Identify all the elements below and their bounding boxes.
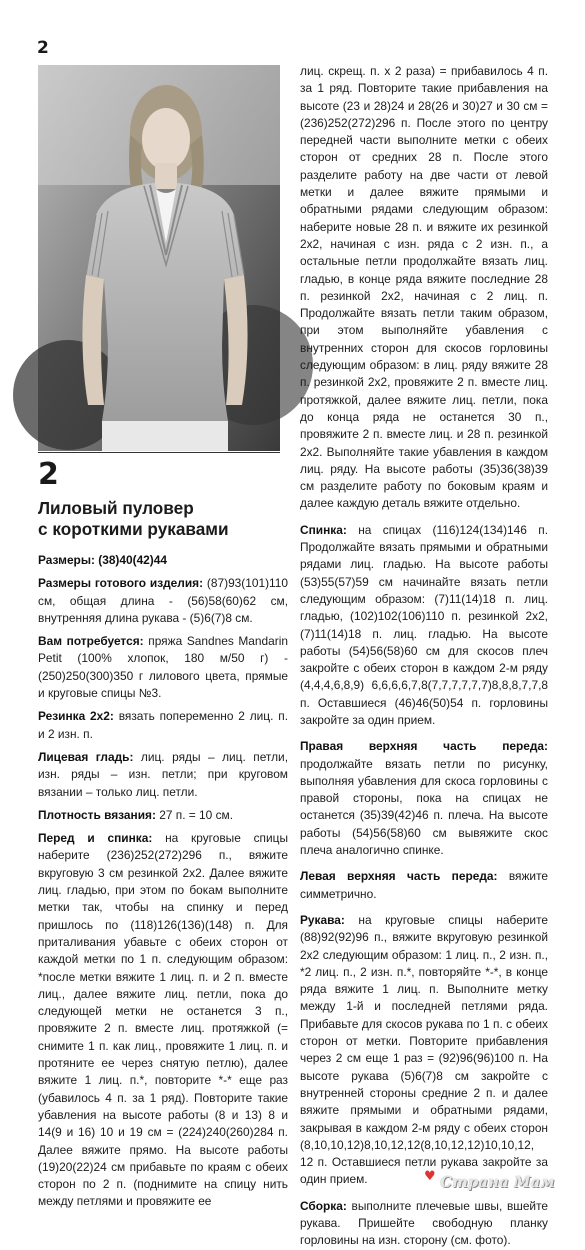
left-column — [38, 552, 288, 1211]
gauge-value: 27 п. = 10 см. — [155, 807, 234, 822]
assembly-paragraph — [300, 1198, 548, 1250]
back-paragraph — [300, 522, 548, 730]
right-column — [300, 63, 548, 1250]
pattern-number: 2 — [38, 457, 59, 492]
front-back-value: на круговые спицы наберите (236)252(272)296 п., вяжите вкруговую 3 см резинкой 2x2. Далее вяжите лиц. гладью, при этом по бокам выполните метки так, чтобы на спинку и перед пришлось по (118)126(136)(148) п. Для приталивания убавьте с обеих сторон от каждой метки по 1 п. следующим образом: *после метки вяжите 1 лиц. п. и 2 п. вместе лиц., далее вяжите лиц. петли, пока до следующей метки не останется 3 п., провяжите 2 п. вместе лиц. протяжкой (= снимите 1 п. как лиц., провяжите 1 лиц. п. и протяните ее через снятую петлю), далее вяжите 1 лиц. п.*, повторите *-* еще раз (убавилось 4 п. за 1 ряд). Повторите такие убавления на высоте работы (8 и 13) 8 и 14(9 и 16) 10 и 19 см = (224)240(260)284 п. Далее вяжите прямо. На высоте работы (19)20(22)24 см прибавьте по краям с обеих сторон по 2 п. (поднимите на спицу нить между петлями и провяжите ее — [38, 831, 288, 1209]
gauge-paragraph — [38, 807, 288, 824]
left-front-value: вяжите симметрично. — [300, 869, 548, 901]
assembly-label: Сборка: — [300, 1198, 347, 1213]
right-front-label: Правая верхняя часть переда: — [300, 739, 548, 754]
sizes-paragraph — [38, 552, 288, 569]
back-label: Спинка: — [300, 522, 347, 537]
sleeves-label: Рукава: — [300, 912, 345, 927]
finished-size-value: (87)93(101)110 см, общая длина - (56)58(60)62 см, внутренняя длина рукава - (5)6(7)8 см. — [38, 576, 289, 625]
front-back-label: Перед и спинка: — [38, 831, 153, 846]
page-number: 2 — [37, 38, 49, 58]
stockinette-label: Лицевая гладь: — [38, 749, 134, 764]
finished-size-paragraph — [38, 575, 288, 627]
finished-size-label: Размеры готового изделия: — [38, 576, 204, 591]
divider-line — [38, 452, 280, 453]
product-photo — [38, 65, 280, 451]
materials-label: Вам потребуется: — [38, 634, 144, 649]
materials-value: пряжа Sandnes Mandarin Petit (100% хлопок, 180 м/50 г) - (250)250(300)350 г лилового цвета, прямые и круговые спицы №3. — [38, 634, 288, 701]
stockinette-paragraph — [38, 749, 288, 801]
materials-paragraph — [38, 633, 288, 702]
heart-icon: ♥ — [424, 1169, 436, 1184]
assembly-value: выполните плечевые швы, вшейте рукава. Пришейте свободную планку горловины на изн. сторону (см. фото). — [300, 1198, 548, 1248]
title-line-1: Лиловый пуловер — [38, 498, 194, 518]
sleeves-value: на круговые спицы наберите (88)92(92)96 п., вяжите вкруговую резинкой 2x2 следующим образом: 1 лиц. п., 2 изн. п., *2 лиц. п., 2 изн. п.*, повторяйте *-*, в конце ряда вяжите 1 лиц. п. Выполните метку между 1-й и последней петлями ряда. Прибавьте для скосов рукава по 1 п. с обеих сторон от метки. Повторите прибавления через 2 см еще 1 раз = (92)96(96)100 п. На высоте рукава (5)6(7)8 см закройте с внутренней стороны средние 2 п. и далее вяжите прямыми и обратными рядами, закрывая в каждом 2-м ряду с обеих сторон (8,10,10,12)8,10,12,12(8,10,12,12)10,10,12, 12 п. Оставшиеся петли рукава закройте за один прием. — [300, 912, 548, 1187]
rib-paragraph — [38, 708, 288, 743]
right-front-paragraph — [300, 738, 548, 859]
rib-label: Резинка 2x2: — [38, 709, 114, 724]
right-front-value: продолжайте вязать петли по рисунку, выполняя убавления для скоса горловины с правой стороны, пока на спицах не останется (35)39(42)46 п. плеча. На высоте работы (54)56(58)60 см вывяжите скос плеча аналогично спинке. — [300, 756, 548, 858]
left-front-label: Левая верхняя часть переда: — [300, 869, 498, 884]
front-back-continued: лиц. скрещ. п. x 2 раза) = прибавилось 4 п. за 1 ряд. Повторите такие прибавления на высоте (23 и 28)24 и 28(26 и 30)27 и 30 см = (236)252(272)296 п. После этого по центру передней части выполните метки с обеих сторон от средних 28 п. После этого разделите работу на две части от левой метки и далее вяжите прямыми и обратными рядами следующим образом: наберите новые 28 п. и вяжите их резинкой 2x2, начиная с изн. ряда с 2 изн. п., а остальные петли продолжайте вязать лиц. гладью, в конце ряда вяжите последние 28 п. резинкой 2x2, начиная с 2 лиц. п. Продолжайте вязать петли таким образом, при этом выполняйте убавления с внутренних сторон для скосов горловины следующим образом: в лиц. ряду вяжите 28 п. резинкой 2x2, провяжите 2 п. вместе лиц. протяжкой, далее вяжите лиц. петли, пока до конца ряда не останется 30 п., провяжите 2 п. вместе лиц. и 28 п. резинкой 2x2. Выполняйте такие убавления в каждом лиц. ряду. На высоте работы (35)36(38)39 см разделите работу по боковым краям и далее каждую деталь вяжите отдельно. — [300, 64, 548, 511]
watermark: Страна Мам — [440, 1173, 555, 1191]
gauge-label: Плотность вязания: — [38, 807, 156, 822]
pattern-title — [38, 498, 288, 540]
left-front-paragraph — [300, 868, 548, 903]
title-line-2: с короткими рукавами — [38, 519, 229, 539]
sizes-value: (38)40(42)44 — [94, 553, 167, 567]
stockinette-value: лиц. ряды – лиц. петли, изн. ряды – изн. петли; при круговом вязании – только лиц. петли. — [38, 749, 288, 799]
sleeves-paragraph — [300, 912, 548, 1189]
back-value: на спицах (116)124(134)146 п. Продолжайте вязать прямыми и обратными рядами лиц. гладью. На высоте работы (53)55(57)59 см начинайте вязать петли следующим образом: (7)11(14)18 п. лиц. гладью, (102)102(106)110 п. резинкой 2x2, (7)11(14)18 п. лиц. гладью. На высоте работы (54)56(58)60 см для скосов плеч закройте с обеих сторон в каждом 2-м ряду (4,4,4,6,8,9) 6,6,6,6,7,8(7,7,7,7,7,7)8,8,8,7,7,8 п. Оставшиеся (46)46(50)54 п. горловины закройте за один прием. — [300, 522, 548, 727]
front-back-paragraph — [38, 830, 288, 1211]
sizes-label: Размеры: — [38, 553, 95, 567]
rib-value: вязать попеременно 2 лиц. п. и 2 изн. п. — [38, 709, 289, 741]
